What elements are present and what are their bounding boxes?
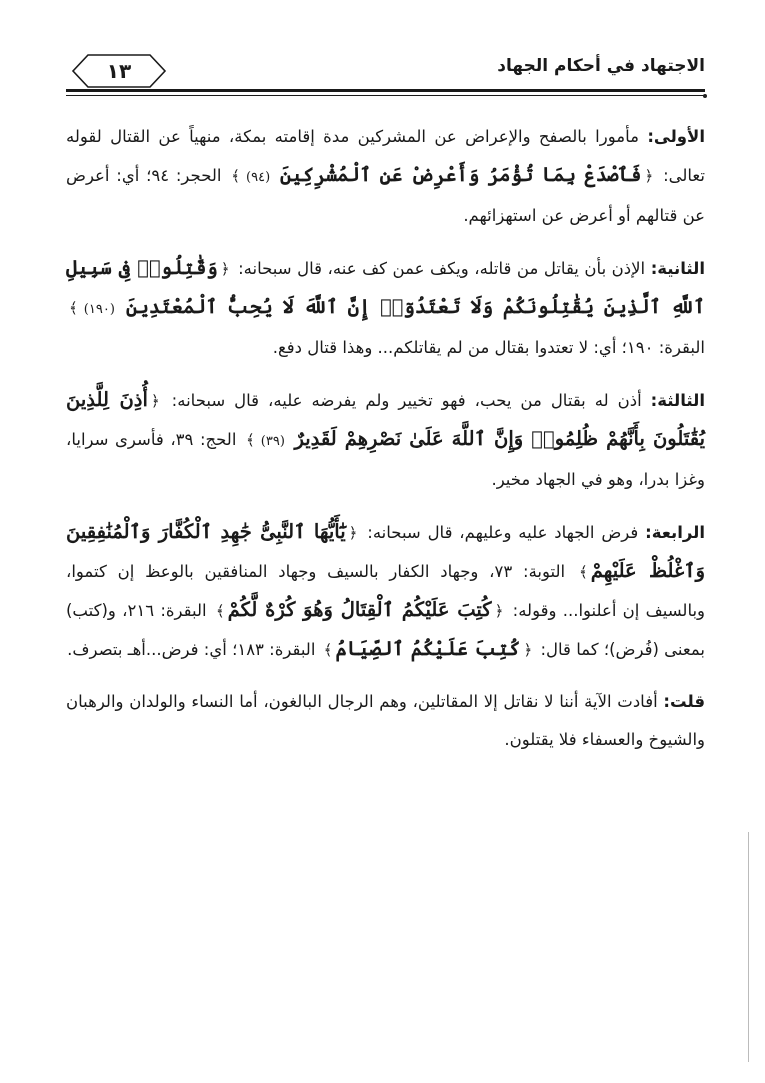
paragraph-text: البقرة: ١٨٣؛ أي: فرض...أهـ بتصرف.: [67, 640, 316, 659]
paragraph-first: [66, 118, 705, 235]
paragraph-text: التوبة: ٧٣، وجهاد الكفار بالسيف وجهاد المنافقين بالوعظ إن كتموا، وبالسيف إن أعلنوا... وقوله:: [66, 562, 706, 620]
ornate-bracket-open: ﴿: [220, 260, 230, 278]
paragraph-lead: الثالثة:: [650, 391, 705, 410]
quran-verse: كُتِبَ عَلَيْكُمُ ٱلصِّيَامُ: [335, 637, 521, 660]
ornate-bracket-close: ﴾: [245, 431, 255, 449]
ayah-number: (٩٤): [246, 170, 271, 185]
quran-verse: فَٱصْدَعْ بِمَا تُؤْمَرُ وَأَعْرِضْ عَنِ ٱلْمُشْرِكِينَ: [279, 163, 642, 186]
ornate-bracket-close: ﴾: [578, 563, 588, 581]
paragraph-text: الحجر: ٩٤؛ أي: أعرض عن قتالهم أو أعرض عن استهزائهم.: [66, 166, 705, 225]
paragraph-text: الإذن بأن يقاتل من قاتله، ويكف عمن كف عنه، قال سبحانه:: [238, 259, 646, 278]
ornate-bracket-open: ﴿: [644, 167, 654, 185]
paragraph-text: فرض الجهاد عليه وعليهم، قال سبحانه:: [367, 523, 639, 542]
ayah-number: (٣٩): [260, 434, 285, 449]
ornate-bracket-close: ﴾: [69, 299, 78, 317]
header-rule-thick: [66, 89, 705, 92]
ornate-bracket-open: ﴿: [150, 392, 160, 410]
paragraph-second: [66, 249, 705, 367]
margin-dot: [703, 94, 707, 98]
running-title: الاجتهاد في أحكام الجهاد: [497, 56, 705, 76]
ornate-bracket-open: ﴿: [494, 602, 504, 620]
paragraph-text: الحج: ٣٩، فأسرى سرايا، وغزا بدرا، وهو في الجهاد مخير.: [66, 430, 705, 489]
paragraph-text: البقرة: ٢١٦، و(كتب) بمعنى (فُرض)؛ كما قال:: [66, 601, 705, 659]
quran-verse: أُذِنَ لِلَّذِينَ يُقَٰتَلُونَ بِأَنَّهُمْ ظُلِمُوا۟ وَإِنَّ ٱللَّهَ عَلَىٰ نَصْرِهِمْ لَقَدِيرٌ: [66, 388, 706, 450]
paragraph-lead: الثانية:: [650, 259, 706, 278]
ornate-bracket-open: ﴿: [348, 524, 358, 542]
ornate-bracket-open: ﴿: [523, 641, 533, 659]
paragraph-note: [66, 683, 705, 759]
header-rule-thin: [66, 95, 705, 96]
paragraph-text: البقرة: ١٩٠؛ أي: لا تعتدوا بقتال من لم يقاتلكم... وهذا قتال دفع.: [272, 338, 705, 357]
page-number: ١٣: [106, 59, 132, 83]
scan-edge-line: [748, 832, 749, 1062]
ornate-bracket-close: ﴾: [323, 641, 333, 659]
quran-verse: يَٰٓأَيُّهَا ٱلنَّبِىُّ جَٰهِدِ ٱلْكُفَّارَ وَٱلْمُنَٰفِقِينَ وَٱغْلُظْ عَلَيْهِمْ: [66, 520, 706, 582]
ayah-number: (١٩٠): [83, 302, 115, 317]
ornate-bracket-close: ﴾: [231, 167, 241, 185]
paragraph-fourth: [66, 513, 705, 669]
quran-verse: كُتِبَ عَلَيْكُمُ ٱلْقِتَالُ وَهُوَ كُرْهٌ لَّكُمْ: [227, 598, 492, 621]
paragraph-text: أذن له بقتال من يحب، فهو تخيير ولم يفرضه عليه، قال سبحانه:: [171, 391, 642, 410]
ornate-bracket-close: ﴾: [215, 602, 225, 620]
paragraph-lead: قلت:: [663, 692, 705, 711]
quran-verse: وَقَٰتِلُوا۟ فِى سَبِيلِ ٱللَّهِ ٱلَّذِينَ يُقَٰتِلُونَكُمْ وَلَا تَعْتَدُوٓا۟ إِنَّ ٱللَّهَ لَا يُحِبُّ ٱلْمُعْتَدِينَ: [66, 256, 705, 318]
paragraph-third: [66, 381, 705, 499]
paragraph-text: أفادت الآية أننا لا نقاتل إلا المقاتلين، وهم الرجال البالغون، أما النساء والولدان والرهبان والشيوخ والعسفاء فلا يقتلون.: [66, 692, 705, 749]
paragraph-lead: الرابعة:: [645, 523, 705, 542]
paragraph-lead: الأولى:: [647, 127, 705, 146]
paragraph-text: مأمورا بالصفح والإعراض عن المشركين مدة إقامته بمكة، منهياً عن القتال لقوله تعالى:: [66, 127, 705, 185]
page-body: [66, 118, 705, 773]
page-number-badge: [70, 52, 168, 90]
